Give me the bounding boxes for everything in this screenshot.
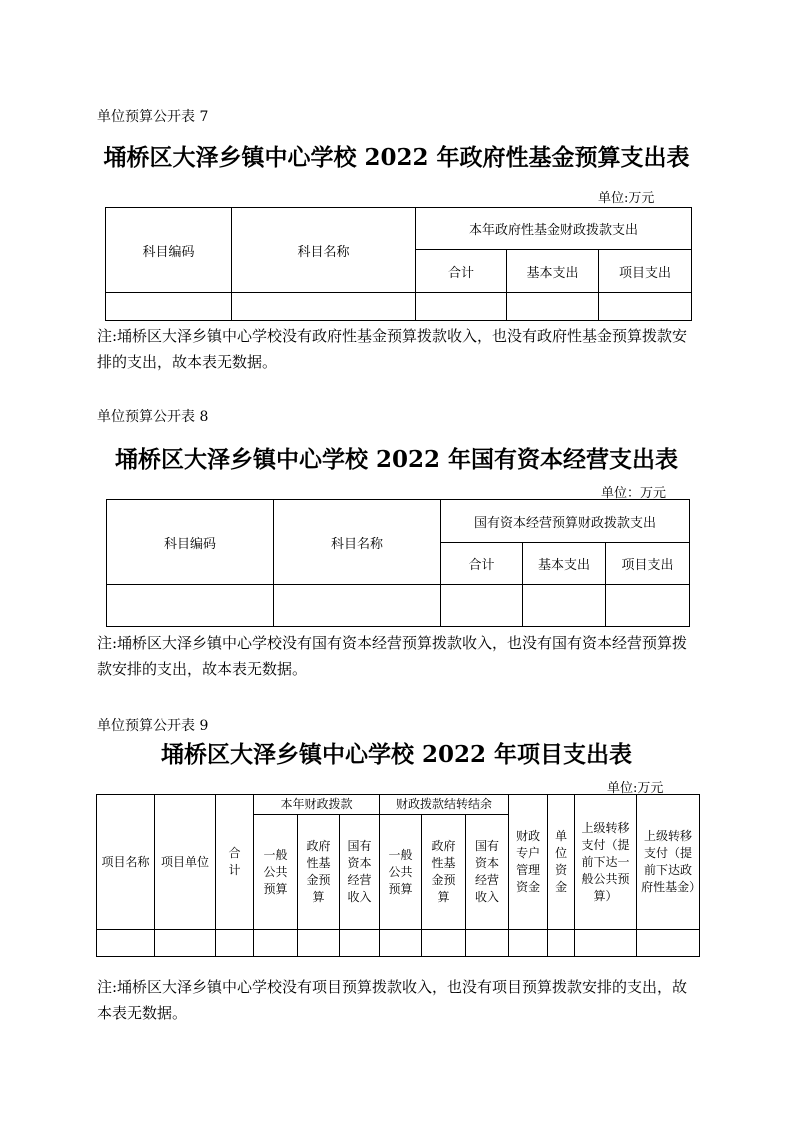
section9-table bbox=[96, 794, 700, 957]
table-row bbox=[107, 585, 690, 627]
empty-cell bbox=[416, 293, 507, 321]
header-co-fund: 政府性基金预算 bbox=[422, 815, 466, 930]
header-unit-funds: 单位资金 bbox=[548, 795, 575, 930]
empty-cell bbox=[606, 585, 690, 627]
section9-note: 注:埇桥区大泽乡镇中心学校没有项目预算拨款收入，也没有项目预算拨款安排的支出，故本表无数据。 bbox=[97, 978, 688, 1022]
empty-cell bbox=[216, 930, 254, 957]
header-name: 科目名称 bbox=[274, 500, 441, 585]
empty-cell bbox=[548, 930, 575, 957]
section9-caption: 单位预算公开表 9 bbox=[97, 718, 209, 734]
header-current-year-group: 本年财政拨款 bbox=[254, 795, 380, 815]
empty-cell bbox=[380, 930, 422, 957]
empty-cell bbox=[340, 930, 380, 957]
section8-unit: 单位：万元 bbox=[601, 486, 667, 501]
empty-cell bbox=[441, 585, 523, 627]
empty-cell bbox=[507, 293, 599, 321]
table-row bbox=[106, 293, 692, 321]
header-upper-general: 上级转移支付（提前下达一般公共预算） bbox=[575, 795, 637, 930]
section7-note: 注:埇桥区大泽乡镇中心学校没有政府性基金预算拨款收入，也没有政府性基金预算拨款安排的支出，故本表无数据。 bbox=[97, 327, 688, 371]
header-project: 项目支出 bbox=[599, 250, 692, 293]
empty-cell bbox=[575, 930, 637, 957]
header-cy-state: 国有资本经营收入 bbox=[340, 815, 380, 930]
empty-cell bbox=[523, 585, 606, 627]
empty-cell bbox=[254, 930, 298, 957]
section7-table bbox=[105, 207, 692, 321]
empty-cell bbox=[509, 930, 548, 957]
empty-cell bbox=[422, 930, 466, 957]
section8-caption: 单位预算公开表 8 bbox=[97, 409, 209, 425]
section9-title: 埇桥区大泽乡镇中心学校 2022 年项目支出表 bbox=[160, 741, 633, 768]
empty-cell bbox=[232, 293, 416, 321]
header-code: 科目编码 bbox=[106, 208, 232, 293]
header-project: 项目支出 bbox=[606, 543, 690, 585]
header-co-state: 国有资本经营收入 bbox=[466, 815, 509, 930]
header-upper-fund: 上级转移支付（提前下达政府性基金） bbox=[637, 795, 700, 930]
header-basic: 基本支出 bbox=[507, 250, 599, 293]
empty-cell bbox=[599, 293, 692, 321]
header-name: 科目名称 bbox=[232, 208, 416, 293]
section8-table bbox=[106, 499, 690, 627]
header-carryover-group: 财政拨款结转结余 bbox=[380, 795, 509, 815]
empty-cell bbox=[97, 930, 155, 957]
header-group: 本年政府性基金财政拨款支出 bbox=[416, 208, 692, 250]
header-total: 合计 bbox=[416, 250, 507, 293]
header-cy-fund: 政府性基金预算 bbox=[298, 815, 340, 930]
section7-title: 埇桥区大泽乡镇中心学校 2022 年政府性基金预算支出表 bbox=[103, 144, 690, 171]
section7-caption: 单位预算公开表 7 bbox=[97, 109, 209, 125]
header-group: 国有资本经营预算财政拨款支出 bbox=[441, 500, 690, 543]
header-total: 合计 bbox=[441, 543, 523, 585]
section8-note: 注:埇桥区大泽乡镇中心学校没有国有资本经营预算拨款收入，也没有国有资本经营预算拨款安排的支出，故本表无数据。 bbox=[97, 634, 688, 678]
header-co-general: 一般公共预算 bbox=[380, 815, 422, 930]
section7-unit: 单位:万元 bbox=[598, 191, 655, 206]
empty-cell bbox=[298, 930, 340, 957]
empty-cell bbox=[274, 585, 441, 627]
empty-cell bbox=[107, 585, 274, 627]
header-code: 科目编码 bbox=[107, 500, 274, 585]
table-row bbox=[97, 930, 700, 957]
section8-title: 埇桥区大泽乡镇中心学校 2022 年国有资本经营支出表 bbox=[114, 446, 679, 473]
header-project-unit: 项目单位 bbox=[155, 795, 216, 930]
empty-cell bbox=[155, 930, 216, 957]
header-special-account: 财政专户管理资金 bbox=[509, 795, 548, 930]
section9-unit: 单位:万元 bbox=[607, 781, 664, 796]
empty-cell bbox=[466, 930, 509, 957]
header-total: 合计 bbox=[216, 795, 254, 930]
header-cy-general: 一般公共预算 bbox=[254, 815, 298, 930]
header-project-name: 项目名称 bbox=[97, 795, 155, 930]
header-basic: 基本支出 bbox=[523, 543, 606, 585]
empty-cell bbox=[106, 293, 232, 321]
empty-cell bbox=[637, 930, 700, 957]
